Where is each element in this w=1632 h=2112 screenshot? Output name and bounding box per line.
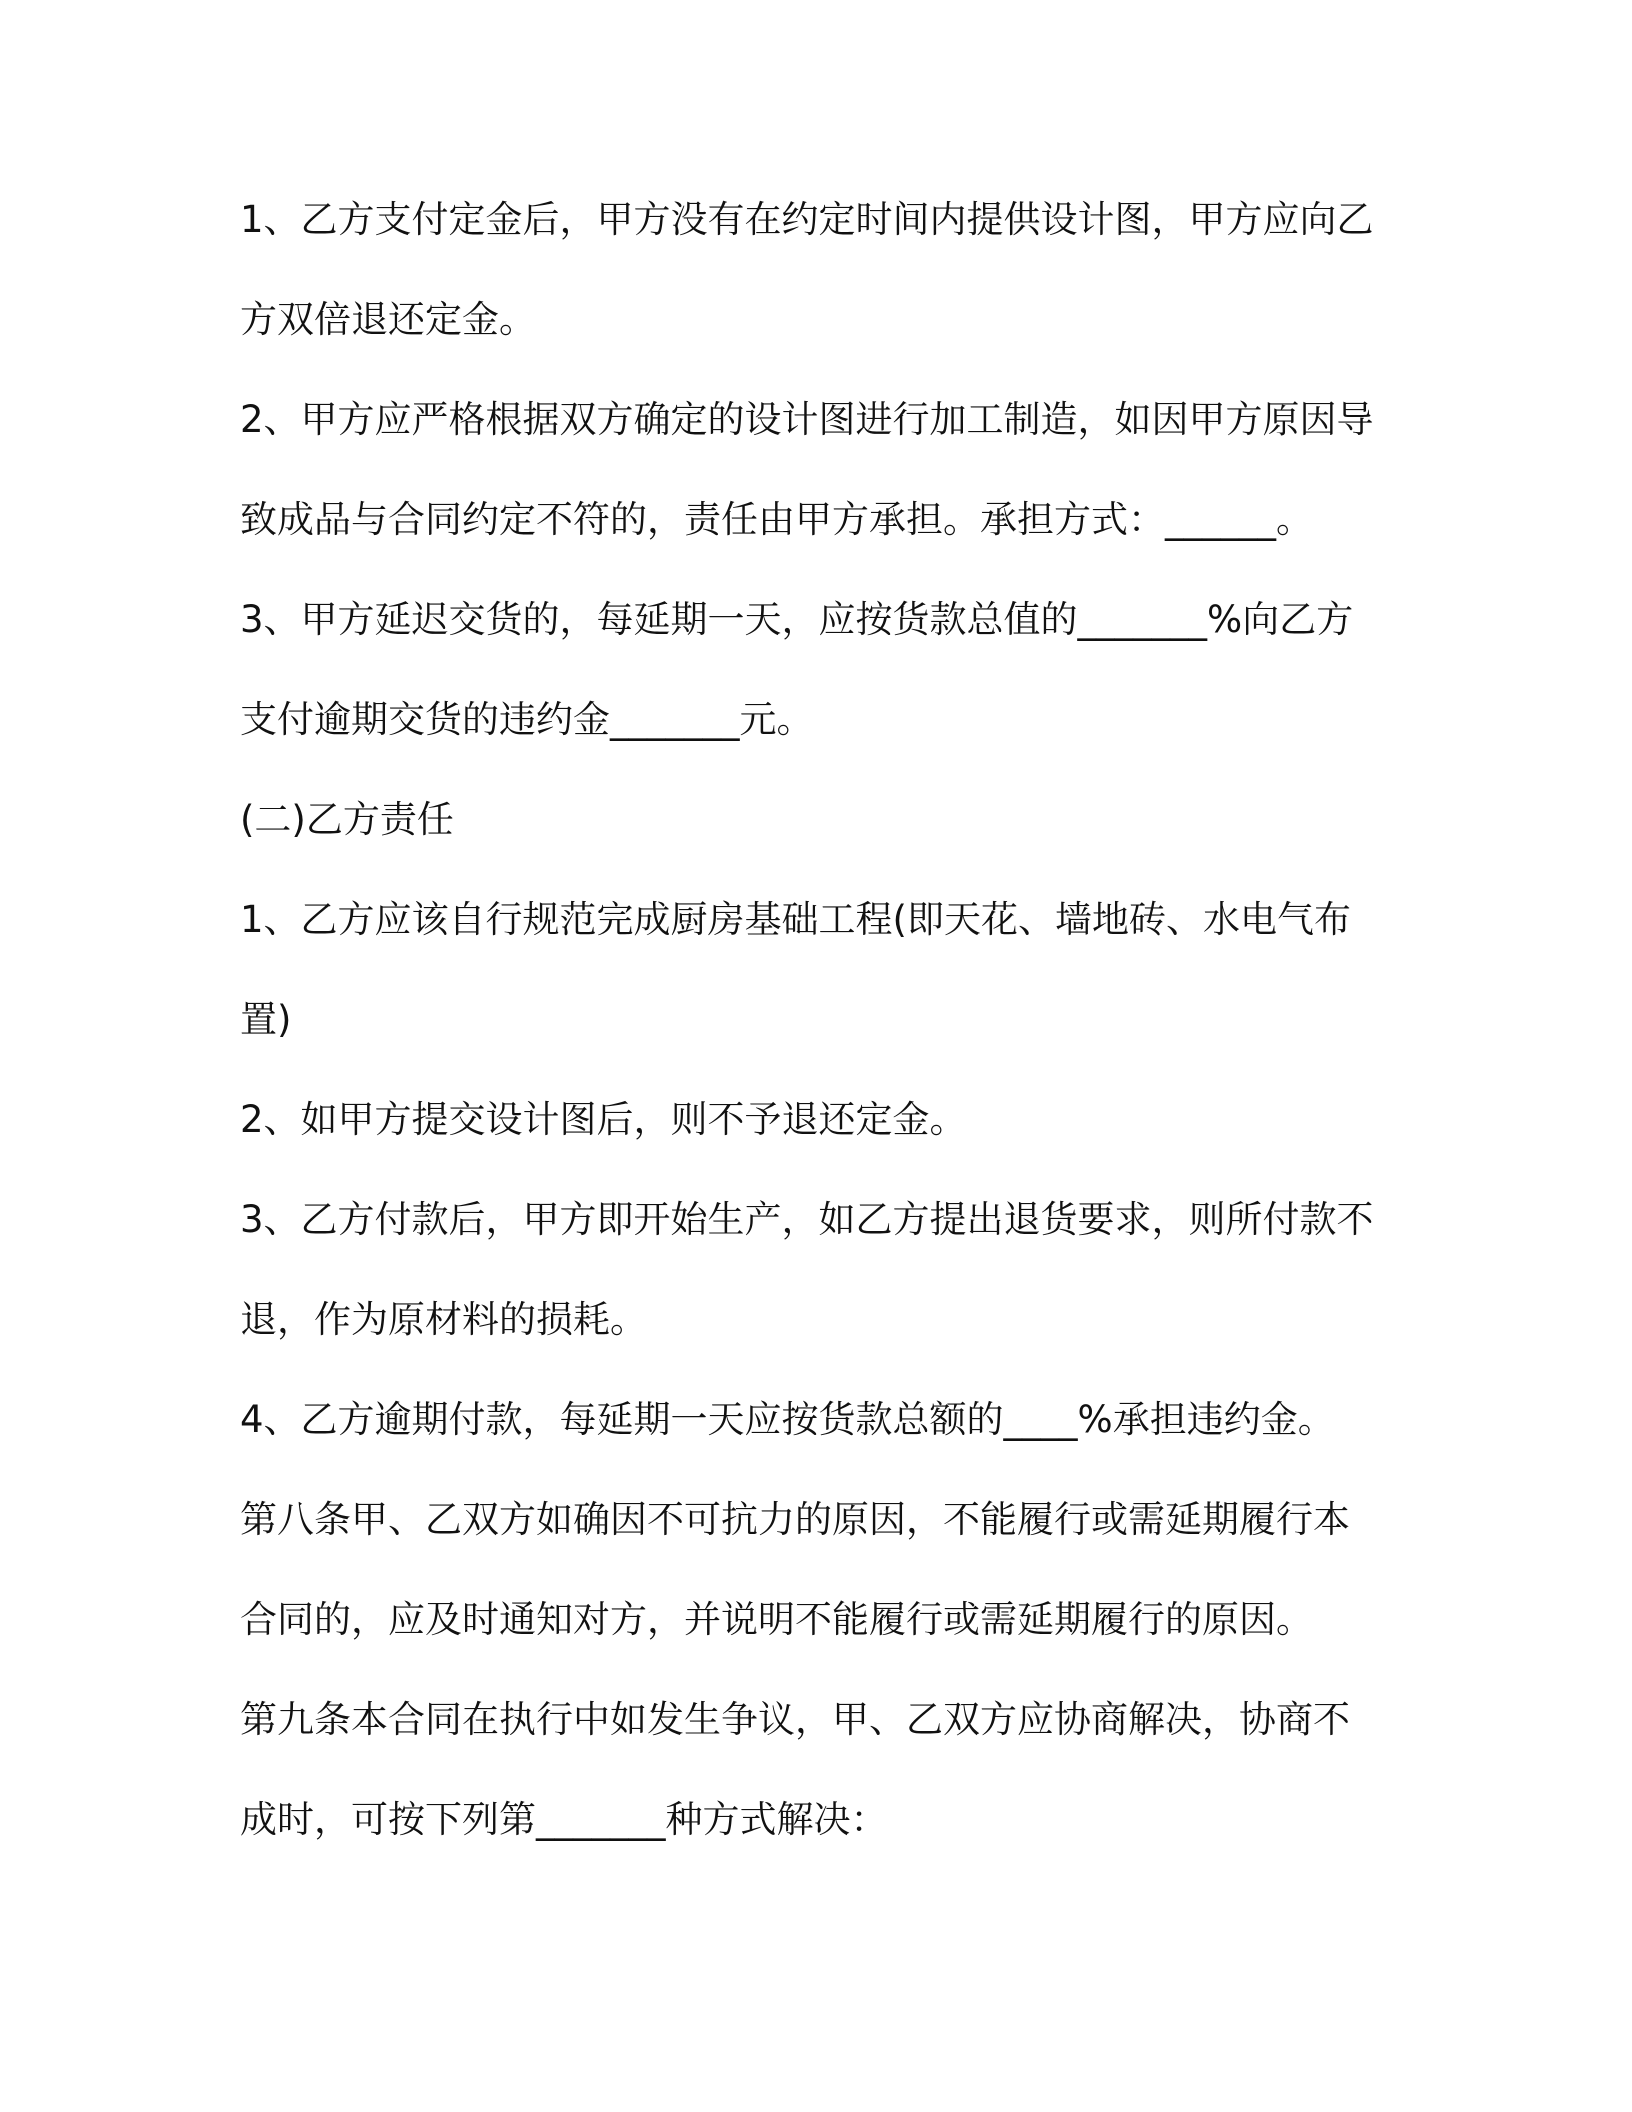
text-line: 2、甲方应严格根据双方确定的设计图进行加工制造，如因甲方原因导 xyxy=(240,398,1374,441)
text-line: 1、乙方应该自行规范完成厨房基础工程(即天花、墙地砖、水电气布 xyxy=(240,898,1351,941)
text-line: 支付逾期交货的违约金_______元。 xyxy=(240,698,814,741)
text-line: 成时，可按下列第_______种方式解决： xyxy=(240,1798,888,1841)
text-line: 第八条甲、乙双方如确因不可抗力的原因，不能履行或需延期履行本 xyxy=(240,1498,1350,1541)
text-line: 2、如甲方提交设计图后，则不予退还定金。 xyxy=(240,1098,967,1141)
text-line: 第九条本合同在执行中如发生争议，甲、乙双方应协商解决，协商不 xyxy=(240,1698,1350,1741)
text-line: 1、乙方支付定金后，甲方没有在约定时间内提供设计图，甲方应向乙 xyxy=(240,198,1374,241)
text-line: 3、乙方付款后，甲方即开始生产，如乙方提出退货要求，则所付款不 xyxy=(240,1198,1374,1241)
text-line: 3、甲方延迟交货的，每延期一天，应按货款总值的_______%向乙方 xyxy=(240,598,1354,641)
text-line: 致成品与合同约定不符的，责任由甲方承担。承担方式：______。 xyxy=(240,498,1313,541)
section-heading: (二)乙方责任 xyxy=(240,798,454,841)
text-line: 方双倍退还定金。 xyxy=(240,298,536,341)
text-line: 退，作为原材料的损耗。 xyxy=(240,1298,647,1341)
text-line: 4、乙方逾期付款，每延期一天应按货款总额的____%承担违约金。 xyxy=(240,1398,1335,1441)
text-line: 置) xyxy=(240,998,292,1041)
text-line: 合同的，应及时通知对方，并说明不能履行或需延期履行的原因。 xyxy=(240,1598,1313,1641)
